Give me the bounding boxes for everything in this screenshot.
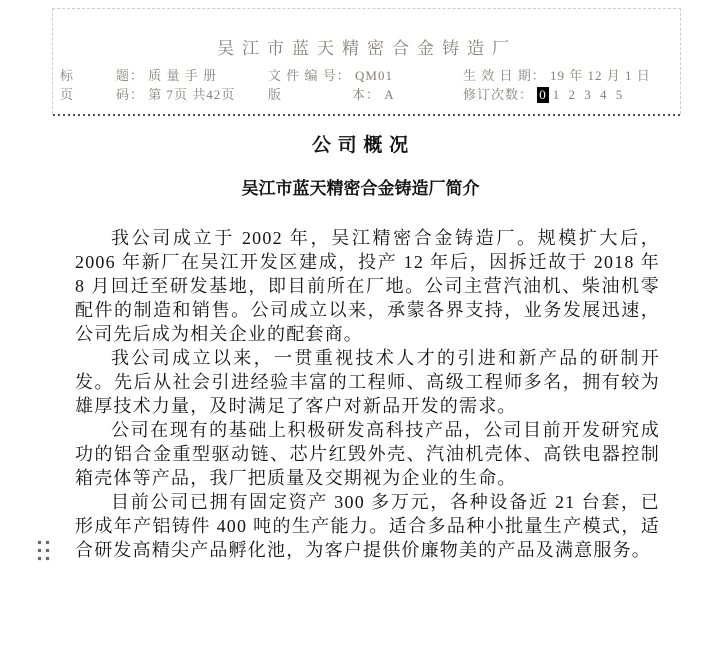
revision-current-highlight: 0: [539, 87, 547, 102]
header-field-revision: [463, 84, 625, 103]
header-field-version: 版 本： A: [268, 87, 395, 102]
header-dotted-separator: [53, 113, 682, 116]
revision-other-numbers: 1 2 3 4 5: [552, 87, 626, 102]
company-name-heading: 吴江市蓝天精密合金铸造厂: [217, 39, 517, 58]
header-field-doc-number: 文 件 编 号： QM01: [268, 68, 393, 83]
body-text-block: [75, 226, 660, 562]
drag-anchor-dots-icon: [38, 541, 49, 560]
header-field-page-number: 页 码： 第 7页 共42页: [60, 87, 236, 102]
paragraph: 我公司成立以来，一贯重视技术人才的引进和新产品的研制开发。先后从社会引进经验丰富的工程师、高级工程师多名，拥有较为雄厚技术力量，及时满足了客户对新品开发的需求。: [75, 348, 660, 416]
paragraph: 目前公司已拥有固定资产 300 多万元，各种设备近 21 台套，已形成年产铝铸件 400 吨的生产能力。适合多品种小批量生产模式，适合研发高精尖产品孵化池，为客户提供价廉物美的产品及满意服务。: [75, 492, 660, 560]
section-title: 公 司 概 况: [311, 135, 410, 156]
section-subtitle: 吴江市蓝天精密合金铸造厂简介: [241, 179, 480, 198]
paragraph: 公司在现有的基础上积极研发高科技产品，公司目前开发研究成功的铝合金重型驱动链、芯片红毁外壳、汽油机壳体、高铁电器控制箱壳体等产品，我厂把质量及交期视为企业的生命。: [75, 420, 660, 488]
header-field-effective-date: 生 效 日 期： 19 年 12 月 1 日: [463, 68, 651, 83]
paragraph: 我公司成立于 2002 年，吴江精密合金铸造厂。规模扩大后，2006 年新厂在吴江开发区建成，投产 12 年后，因拆迁故于 2018 年 8 月回迁至研发基地，即目前所在厂地。公司主营汽油机、柴油机零配件的制造和销售。公司成立以来，承蒙各界支持，业务发展迅速，公司先后成为相关企业的配套商。: [75, 228, 660, 344]
header-field-title: 标 题： 质 量 手 册: [60, 68, 218, 83]
revision-label: 修订次数：: [463, 87, 538, 102]
